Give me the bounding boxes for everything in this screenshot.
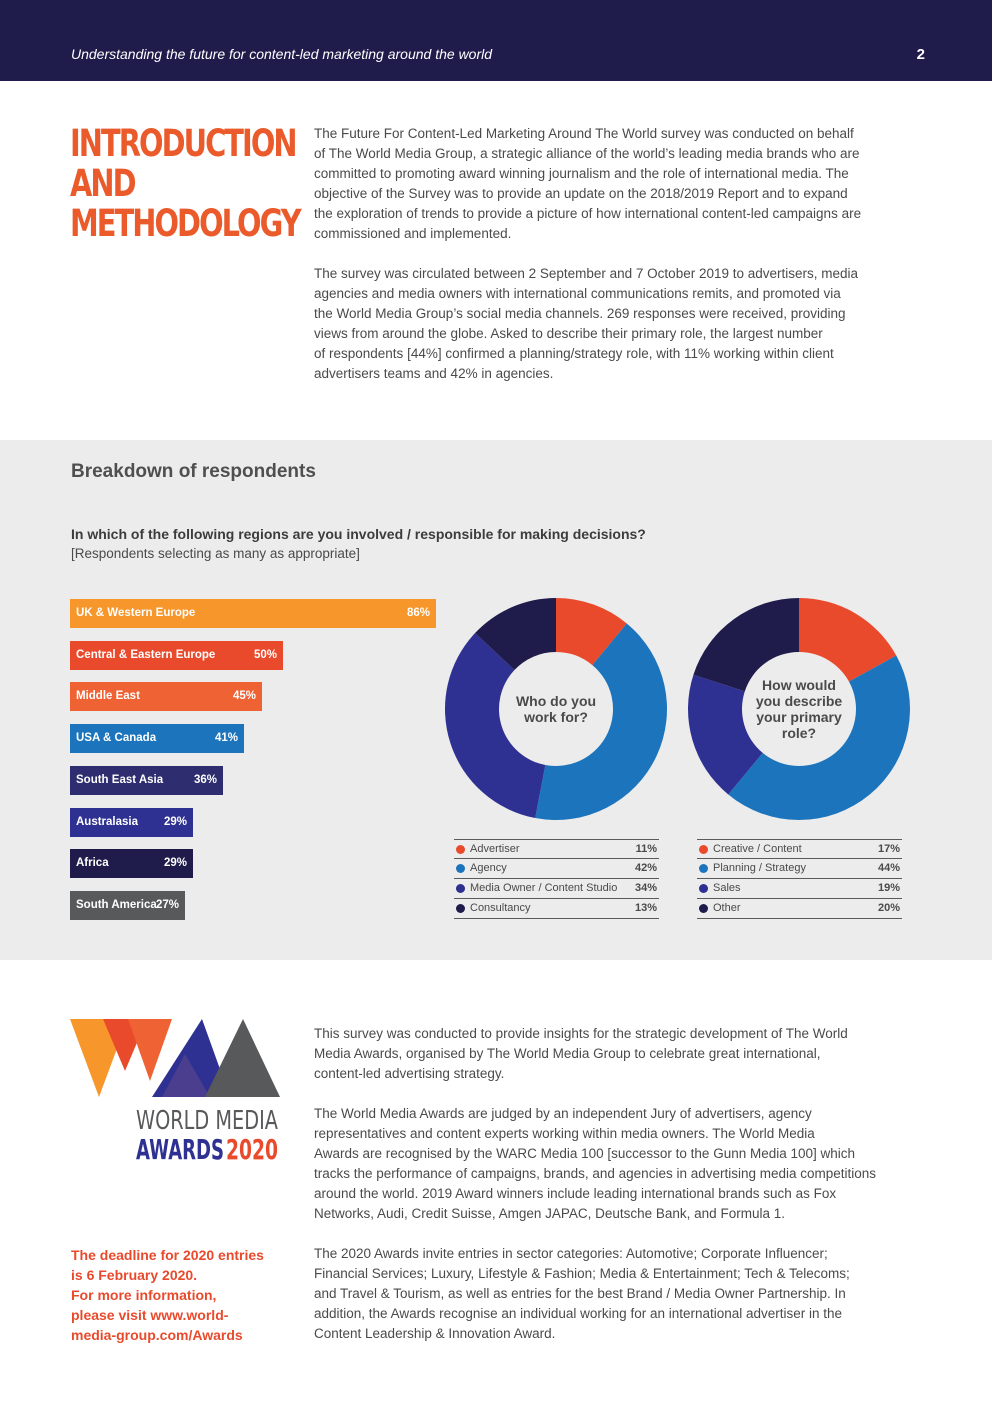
legend-dot-icon <box>456 864 465 873</box>
work-for-legend <box>454 839 659 919</box>
intro-paragraph-1 <box>314 124 861 244</box>
bar-central-eastern-europe <box>70 641 283 670</box>
text-line: content-led advertising strategy. <box>314 1066 505 1081</box>
legend-value: 17% <box>877 843 900 855</box>
intro-title-line: INTRODUCTION <box>70 122 296 165</box>
text-line: The Future For Content-Led Marketing Around The World survey was conducted on behalf <box>314 126 854 141</box>
bar-usa-canada <box>70 724 244 753</box>
legend-value: 34% <box>634 882 657 894</box>
legend-label: Planning / Strategy <box>713 862 806 874</box>
bar-label: UK & Western Europe <box>76 607 196 619</box>
text-line: The World Media Awards are judged by an independent Jury of advertisers, agency <box>314 1106 812 1121</box>
breakdown-question: In which of the following regions are you involved / responsible for making decisions? <box>71 526 646 542</box>
legend-dot-icon <box>699 884 708 893</box>
bar-label: South America <box>76 899 157 911</box>
legend-value: 11% <box>635 843 657 855</box>
text-line: The survey was circulated between 2 September and 7 October 2019 to advertisers, media <box>314 266 859 281</box>
legend-dot-icon <box>456 884 465 893</box>
intro-paragraph-2 <box>314 264 858 384</box>
breakdown-title: Breakdown of respondents <box>71 461 316 482</box>
legend-dot-icon <box>699 904 708 913</box>
page-number: 2 <box>916 46 925 63</box>
bar-label: Africa <box>76 857 109 869</box>
text-line: agencies and media owners with international communications remits, and promoted via <box>314 286 841 301</box>
text-line: The deadline for 2020 entries <box>71 1247 264 1263</box>
breakdown-note: [Respondents selecting as many as appropriate] <box>71 546 360 561</box>
bar-value-label: 86% <box>406 607 430 619</box>
bar-uk-western-europe <box>70 599 436 628</box>
bar-middle-east <box>70 682 262 711</box>
bar-south-america <box>70 891 185 920</box>
bar-value-label: 27% <box>155 899 179 911</box>
text-line: please visit www.world- <box>71 1307 229 1323</box>
text-line: Content Leadership & Innovation Award. <box>314 1326 556 1341</box>
bar-value-label: 41% <box>214 732 238 744</box>
text-line: views from around the globe. Asked to describe their primary role, the largest number <box>314 326 823 341</box>
logo-text-world-media: WORLD MEDIA <box>136 1106 279 1136</box>
bar-label: Middle East <box>76 690 140 702</box>
text-line: tracks the performance of campaigns, brands, and agencies in advertising media competitions <box>314 1166 877 1181</box>
legend-value: 13% <box>634 902 657 914</box>
legend-dot-icon <box>699 864 708 873</box>
bar-value-label: 50% <box>253 649 277 661</box>
legend-value: 20% <box>877 902 900 914</box>
intro-title <box>70 122 300 245</box>
text-line: For more information, <box>71 1287 217 1303</box>
deadline-note <box>71 1245 291 1345</box>
legend-value: 42% <box>634 862 657 874</box>
text-line: and Travel & Tourism, as well as entries for the best Brand / Media Owner Partnership. In <box>314 1286 846 1301</box>
legend-row <box>697 899 902 919</box>
legend-label: Creative / Content <box>713 843 802 855</box>
text-line: advertisers teams and 42% in agencies. <box>314 366 554 381</box>
text-line: the exploration of trends to provide a picture of how international content-led campaigns are <box>314 206 862 221</box>
world-media-awards-logo <box>70 1019 280 1164</box>
bar-value-label: 45% <box>232 690 256 702</box>
text-line: media-group.com/Awards <box>71 1327 243 1343</box>
bar-australasia <box>70 808 193 837</box>
text-line: the World Media Group’s social media channels. 269 responses were received, providing <box>314 306 846 321</box>
text-line: Networks, Audi, Credit Suisse, Amgen JAPAC, Deutsche Bank, and Formula 1. <box>314 1206 785 1221</box>
legend-dot-icon <box>456 845 465 854</box>
donut-title-line: you describe <box>755 693 843 709</box>
text-line: commissioned and implemented. <box>314 226 512 241</box>
logo-text-year: 2020 <box>226 1133 278 1164</box>
text-line: Financial Services; Luxury, Lifestyle & Fashion; Media & Entertainment; Tech & Telecoms; <box>314 1266 850 1281</box>
donut-title-line: role? <box>781 725 817 741</box>
logo-text-awards: AWARDS <box>136 1133 224 1164</box>
text-line: The 2020 Awards invite entries in sector categories: Automotive; Corporate Influencer; <box>314 1246 828 1261</box>
text-line: This survey was conducted to provide insights for the strategic development of The World <box>314 1026 848 1041</box>
legend-label: Other <box>713 902 741 914</box>
legend-row <box>697 879 902 899</box>
legend-label: Consultancy <box>470 902 531 914</box>
legend-row <box>697 859 902 879</box>
bar-africa <box>70 849 193 878</box>
legend-dot-icon <box>456 904 465 913</box>
awards-paragraph-3 <box>314 1244 850 1344</box>
text-line: around the world. 2019 Award winners include leading international brands such as Fox <box>314 1186 837 1201</box>
text-line: representatives and content experts working within media owners. The World Media <box>314 1126 815 1141</box>
legend-row <box>454 839 659 859</box>
text-line: Awards are recognised by the WARC Media 100 [successor to the Gunn Media 100] which <box>314 1146 856 1161</box>
donut-title-line: How would <box>762 677 836 693</box>
legend-row <box>697 839 902 859</box>
bar-south-east-asia <box>70 766 223 795</box>
bar-value-label: 36% <box>193 774 217 786</box>
legend-row <box>454 879 659 899</box>
text-line: is 6 February 2020. <box>71 1267 198 1283</box>
page-header <box>0 0 992 81</box>
intro-title-line: AND <box>70 162 135 205</box>
legend-value: 19% <box>877 882 900 894</box>
logo-shape <box>205 1019 280 1097</box>
legend-row <box>454 859 659 879</box>
bar-value-label: 29% <box>163 816 187 828</box>
text-line: of respondents [44%] confirmed a planning/strategy role, with 11% working within client <box>314 346 834 361</box>
legend-label: Agency <box>470 862 507 874</box>
legend-value: 44% <box>877 862 900 874</box>
intro-title-line: METHODOLOGY <box>70 202 300 245</box>
work-for-donut-title <box>500 653 612 765</box>
bar-label: Australasia <box>76 816 139 828</box>
legend-label: Advertiser <box>470 843 520 855</box>
text-line: Media Awards, organised by The World Media Group to celebrate great international, <box>314 1046 821 1061</box>
legend-label: Media Owner / Content Studio <box>470 882 618 894</box>
awards-paragraph-2 <box>314 1104 876 1224</box>
donut-title-line: work for? <box>524 709 588 725</box>
primary-role-legend <box>697 839 902 919</box>
text-line: objective of the Survey was to provide an update on the 2018/2019 Report and to expand <box>314 186 848 201</box>
text-line: committed to promoting award winning journalism and the role of international media. The <box>314 166 849 181</box>
primary-role-donut-title <box>743 653 855 765</box>
text-line: addition, the Awards recognise an individual working for an international advertiser in the <box>314 1306 843 1321</box>
awards-paragraph-1 <box>314 1024 848 1084</box>
bar-label: USA & Canada <box>76 732 157 744</box>
donut-title-line: Who do you <box>515 693 597 709</box>
bar-label: Central & Eastern Europe <box>76 649 216 661</box>
logo-shape <box>128 1019 172 1081</box>
legend-row <box>454 899 659 919</box>
bar-label: South East Asia <box>76 774 164 786</box>
legend-dot-icon <box>699 845 708 854</box>
legend-label: Sales <box>713 882 741 894</box>
header-title: Understanding the future for content-led marketing around the world <box>71 46 493 62</box>
donut-title-line: your primary <box>756 709 842 725</box>
text-line: of The World Media Group, a strategic alliance of the world’s leading media brands who are <box>314 146 860 161</box>
bar-value-label: 29% <box>163 857 187 869</box>
